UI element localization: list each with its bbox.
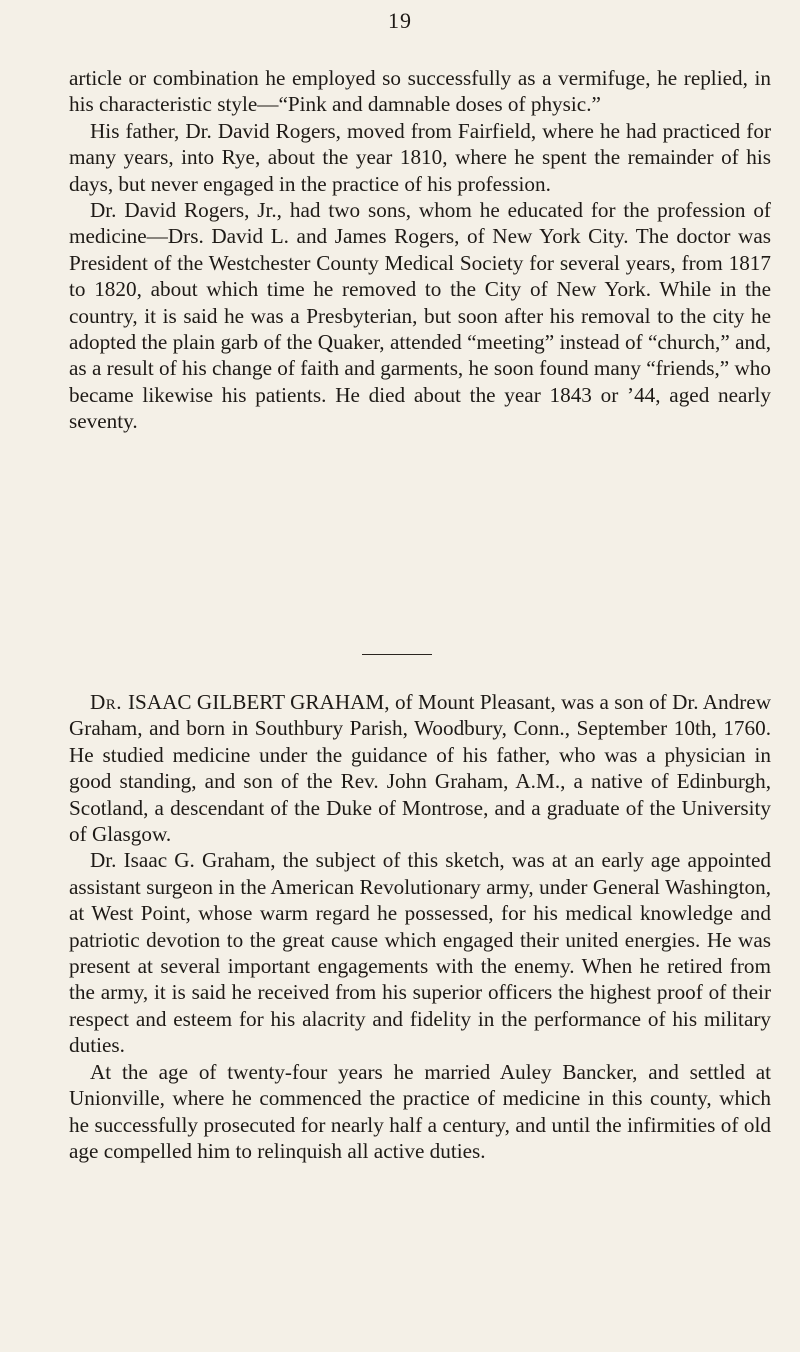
page-number: 19 [388, 8, 412, 33]
heading-prefix: Dr. [90, 690, 128, 714]
heading-name: ISAAC GILBERT GRAHAM, [127, 690, 390, 714]
section-rogers [69, 65, 771, 435]
section-divider [362, 654, 432, 655]
paragraph-text: of Mount Pleasant, was a son of Dr. Andrew Graham, and born in Southbury Parish, Woodbury, Conn., September 10th, 1760. He studied medicine under the guidance of his father, who was a physician in good standing, and son of the Rev. John Graham, A.M., a native of Edinburgh, Scotland, a descendant of the Duke of Montrose, and a graduate of the University of Glasgow. [69, 690, 772, 847]
paragraph: At the age of twenty-four years he married Auley Bancker, and settled at Unionville, where he commenced the practice of medicine in this county, which he successfully prosecuted for nearly half a century, and until the infirmities of old age compelled him to relinquish all active duties. [69, 1059, 771, 1163]
paragraph: article or combination he employed so successfully as a vermifuge, he replied, in his characteristic style—“Pink and damnable doses of physic.” [69, 66, 771, 117]
paragraph: Dr. David Rogers, Jr., had two sons, whom he educated for the profession of medicine—Drs. David L. and James Rogers, of New York City. The doctor was President of the Westchester County Medical Society for several years, from 1817 to 1820, about which time he removed to the City of New York. While in the country, it is said he was a Presbyterian, but soon after his removal to the city he adopted the plain garb of the Quaker, attended “meeting” instead of “church,” and, as a result of his change of faith and garments, he soon found many “friends,” who became likewise his patients. He died about the year 1843 or ’44, aged nearly seventy. [69, 198, 771, 434]
section-graham [69, 689, 771, 1164]
paragraph: Dr. Isaac G. Graham, the subject of this sketch, was at an early age appointed assistant surgeon in the American Revolutionary army, under General Washington, at West Point, whose warm regard he possessed, for his medical knowledge and patriotic devotion to the great cause which engaged their united energies. He was present at several important engagements with the enemy. When he retired from the army, it is said he received from his superior officers the highest proof of their respect and esteem for his alacrity and fidelity in the performance of his military duties. [69, 848, 771, 1058]
paragraph [69, 689, 771, 847]
paragraph: His father, Dr. David Rogers, moved from Fairfield, where he had practiced for many years, into Rye, about the year 1810, where he spent the remainder of his days, but never engaged in the practice of his profession. [69, 118, 771, 196]
